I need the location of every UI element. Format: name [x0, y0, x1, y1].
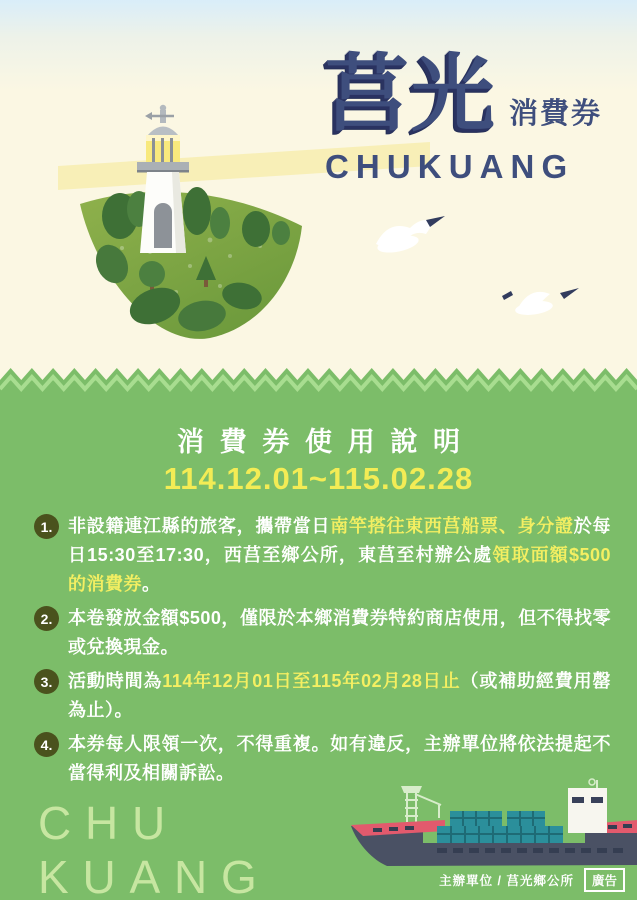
notice-heading: 消費券使用說明 [177, 427, 476, 457]
item-text: 本卷發放金額$500，僅限於本鄉消費券特約商店使用，但不得找零或兌換現金。 [68, 608, 611, 657]
item-number-badge: 1. [34, 514, 59, 539]
item-text: 非設籍連江縣的旅客，攜帶當日南竿搭往東西莒船票、身分證於每日15:30至17:30，西莒至鄉公所，東莒至村辦公處領取面額$500的消費券。 [68, 516, 612, 594]
brand-block [325, 47, 615, 186]
list-item [34, 667, 611, 725]
notice-period: 114.12.01~115.02.28 [163, 461, 474, 496]
cargo-ship-icon [345, 778, 637, 882]
item-number-badge: 3. [34, 669, 59, 694]
zigzag-divider [0, 366, 637, 410]
item-number-badge: 4. [34, 732, 59, 757]
containers [437, 811, 563, 843]
lighthouse-icon [137, 105, 189, 253]
poster-title: 莒光 [325, 47, 498, 141]
organizer-text: 主辦單位 / 莒光鄉公所 [439, 874, 574, 888]
seagull-icon [368, 210, 446, 262]
watermark-line: CHU [38, 797, 180, 849]
list-item [34, 512, 611, 599]
ad-badge: 廣告 [584, 868, 625, 892]
item-text: 活動時間為114年12月01日至115年02月28日止（或補助經費用罄為止）。 [68, 671, 611, 720]
ship-bridge [568, 779, 607, 833]
poster-title-romanized: CHUKUANG [325, 147, 575, 185]
lighthouse-illustration [60, 80, 340, 360]
item-number-badge: 2. [34, 606, 59, 631]
item-text: 本券每人限領一次，不得重複。如有違反，主辦單位將依法提起不當得利及相關訴訟。 [68, 734, 611, 783]
seagull-icon [500, 280, 580, 328]
watermark-line: KUANG [38, 851, 271, 900]
notice-list [34, 512, 611, 793]
list-item [34, 604, 611, 662]
organizer-line [439, 868, 625, 892]
poster-subtitle: 消費券 [509, 97, 603, 130]
watermark-text [38, 796, 271, 900]
